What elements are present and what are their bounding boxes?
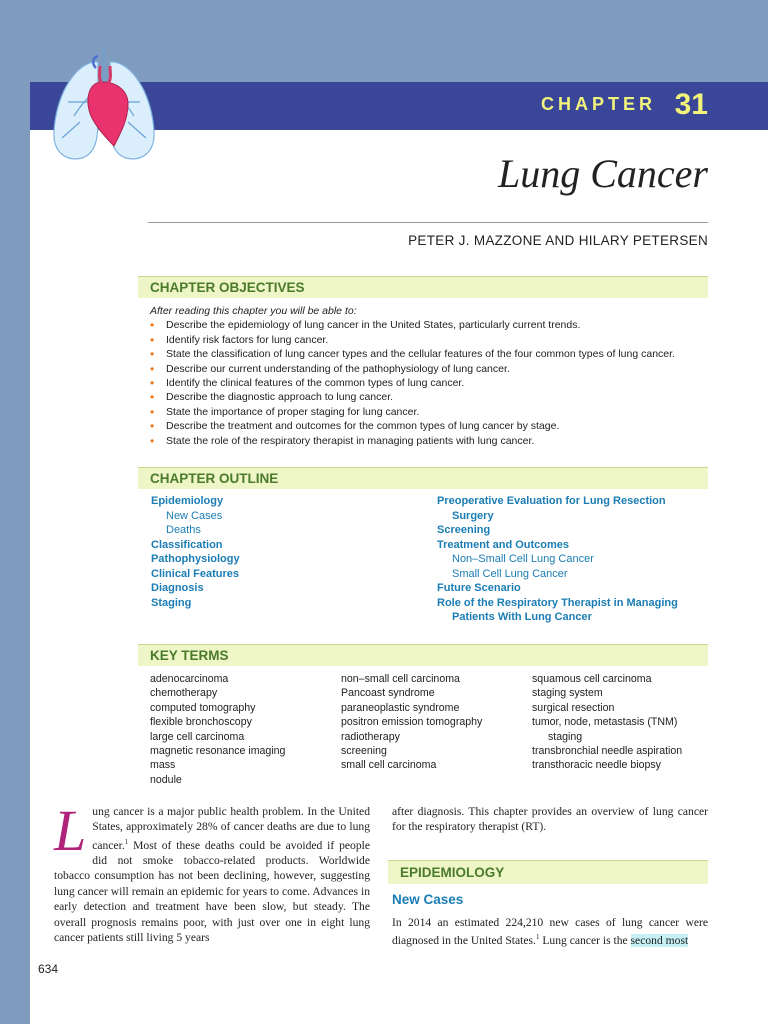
body-text: ung cancer is a major public health problem. In the United States, approximately 28% of cancer deaths are due to lung cancer. — [92, 805, 370, 852]
objectives-list — [150, 304, 720, 448]
key-term: surgical resection — [532, 701, 615, 714]
key-term: non–small cell carcinoma — [341, 673, 460, 685]
outline-item[interactable]: Future Scenario — [437, 582, 521, 594]
objective-item: • Identify the clinical features of the common types of lung cancer. — [150, 376, 720, 390]
outline-item[interactable]: Pathophysiology — [151, 553, 240, 565]
epidemiology-heading: EPIDEMIOLOGY — [388, 860, 708, 884]
authors: PETER J. MAZZONE AND HILARY PETERSEN — [408, 233, 708, 248]
key-term: magnetic resonance imaging — [150, 745, 286, 758]
objectives-heading: CHAPTER OBJECTIVES — [138, 276, 708, 298]
key-term: paraneoplastic syndrome — [341, 701, 460, 714]
title-divider — [148, 222, 708, 223]
objectives-intro: After reading this chapter you will be able to: — [150, 305, 357, 317]
body-text: Lung cancer is the — [539, 934, 631, 948]
outline-item[interactable]: Treatment and Outcomes — [437, 538, 570, 551]
objective-item: • State the classification of lung cancer types and the cellular features of the four common types of lung cancer. — [150, 347, 720, 361]
objectives-items — [150, 318, 720, 448]
outline-item[interactable]: Screening — [437, 524, 491, 536]
outline-item[interactable]: Staging — [151, 596, 192, 609]
body-column-2 — [392, 804, 708, 835]
key-term: tumor, node, metastasis (TNM) — [532, 716, 678, 729]
key-term: nodule — [150, 773, 182, 786]
outline-item[interactable]: Diagnosis — [151, 582, 204, 594]
objective-item: • Describe our current understanding of the pathophysiology of lung cancer. — [150, 362, 720, 376]
body-text: In 2014 an estimated 224,210 new cases of lung cancer were diagnosed in the United States. — [392, 916, 708, 948]
outline-item[interactable]: Non–Small Cell Lung Cancer — [452, 553, 594, 565]
body-text: Most of these deaths could be avoided if people did not smoke tobacco-related products. Worldwide tobacco consumption has not been declining, however, suggesting lung cancer will remain an epidemic for years to come. Advances in early detection and treatment have been slow, but steady. The overall prognosis remains poor, with just over one in eight lung cancer patients still living 5 years — [54, 838, 370, 945]
key-term: staging system — [532, 687, 603, 700]
key-term: mass — [150, 759, 176, 772]
body-text: after diagnosis. This chapter provides an overview of lung cancer for the respiratory therapist (RT). — [392, 805, 708, 834]
page-number: 634 — [38, 962, 59, 976]
outline-item[interactable]: Clinical Features — [151, 567, 240, 580]
key-term: Pancoast syndrome — [341, 687, 435, 700]
outline-item[interactable]: Preoperative Evaluation for Lung Resection — [437, 495, 666, 507]
key-term: squamous cell carcinoma — [532, 673, 652, 685]
key-term: staging — [548, 730, 583, 743]
outline-item[interactable]: Classification — [151, 538, 223, 551]
key-term: adenocarcinoma — [150, 673, 229, 685]
reference-mark: 1 — [535, 933, 540, 942]
outline-item[interactable]: Deaths — [166, 524, 201, 536]
key-term: transbronchial needle aspiration — [532, 745, 683, 758]
key-term: chemotherapy — [150, 687, 218, 700]
key-term: flexible bronchoscopy — [150, 716, 252, 729]
outline-item[interactable]: Small Cell Lung Cancer — [452, 567, 568, 580]
key-terms-column-3 — [532, 672, 682, 773]
outline-item[interactable]: Role of the Respiratory Therapist in Managing — [437, 596, 678, 609]
new-cases-heading: New Cases — [392, 892, 464, 907]
key-term: small cell carcinoma — [341, 759, 437, 772]
new-cases-paragraph — [392, 915, 708, 949]
objective-item: • Describe the epidemiology of lung cancer in the United States, particularly current trends. — [150, 318, 720, 332]
key-term: positron emission tomography — [341, 716, 483, 729]
highlighted-text[interactable]: second most — [630, 934, 689, 948]
drop-cap: L — [54, 798, 87, 863]
key-term: screening — [341, 745, 387, 758]
objective-item: • Describe the diagnostic approach to lung cancer. — [150, 390, 720, 404]
key-term: transthoracic needle biopsy — [532, 759, 661, 772]
outline-item[interactable]: Epidemiology — [151, 495, 224, 507]
lungs-heart-illustration — [48, 42, 160, 170]
outline-item[interactable]: Surgery — [452, 509, 494, 522]
key-terms-column-1 — [150, 672, 285, 787]
objective-item: • State the role of the respiratory therapist in managing patients with lung cancer. — [150, 434, 720, 448]
objective-item: • Describe the treatment and outcomes for the common types of lung cancer by stage. — [150, 419, 720, 433]
key-terms-heading: KEY TERMS — [138, 644, 708, 666]
chapter-number: 31 — [674, 88, 708, 121]
key-term: large cell carcinoma — [150, 730, 245, 743]
objective-item: • Identify risk factors for lung cancer. — [150, 333, 720, 347]
outline-item[interactable]: New Cases — [166, 509, 223, 522]
chapter-label: CHAPTER — [540, 94, 656, 114]
chapter-title: Lung Cancer — [498, 151, 708, 196]
outline-right-column — [437, 494, 678, 625]
outline-item[interactable]: Patients With Lung Cancer — [452, 611, 592, 623]
objective-item: • State the importance of proper staging for lung cancer. — [150, 405, 720, 419]
key-terms-column-2 — [341, 672, 482, 773]
key-term: computed tomography — [150, 701, 256, 714]
outline-heading: CHAPTER OUTLINE — [138, 467, 708, 489]
reference-mark: 1 — [124, 837, 129, 846]
outline-left-column — [151, 494, 240, 610]
body-column-1 — [54, 798, 370, 946]
left-color-bar — [0, 0, 30, 1024]
key-term: radiotherapy — [341, 730, 400, 743]
